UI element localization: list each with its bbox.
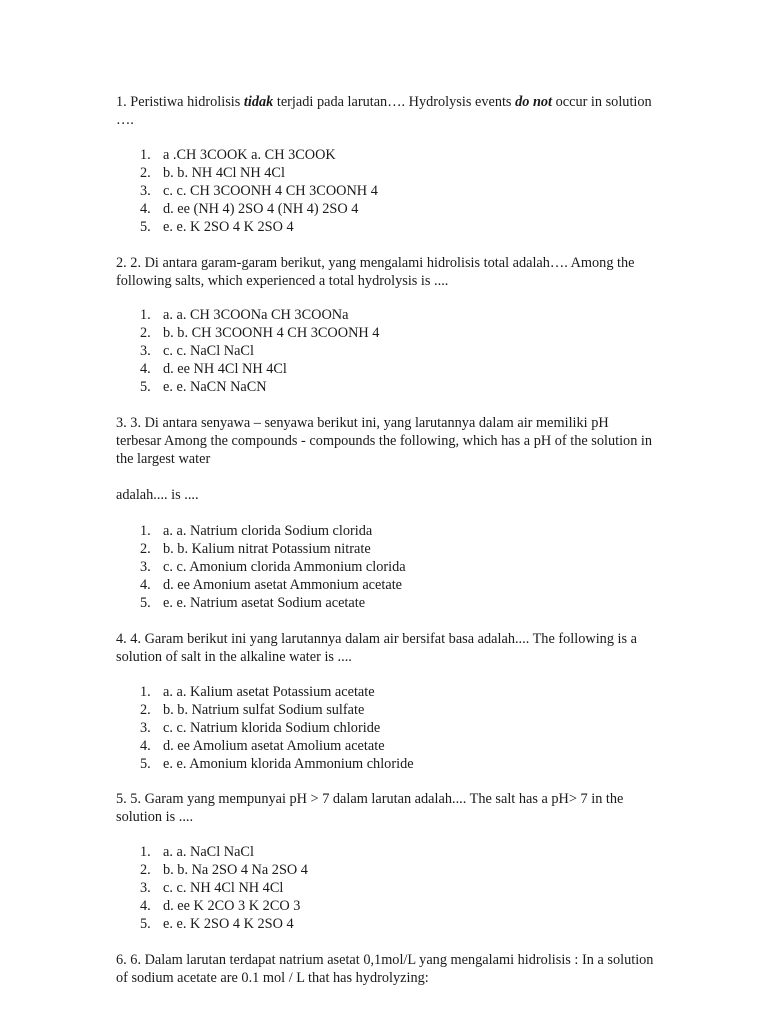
question-2-options bbox=[116, 306, 656, 396]
option: 5. e. e. NaCN NaCN bbox=[140, 379, 267, 395]
question-5-prompt: 5. 5. Garam yang mempunyai pH > 7 dalam larutan adalah.... The salt has a pH> 7 in the solution is .... bbox=[116, 791, 624, 825]
question-4-prompt: 4. 4. Garam berikut ini yang larutannya dalam air bersifat basa adalah.... The following is a solution of salt in the alkaline water is .... bbox=[116, 631, 638, 665]
question-2-prompt: 2. 2. Di antara garam-garam berikut, yang mengalami hidrolisis total adalah…. Among the following salts, which experienced a total hydrolysis is .... bbox=[116, 255, 635, 289]
question-3-options bbox=[116, 522, 656, 612]
option: 2. b. b. CH 3COONH 4 CH 3COONH 4 bbox=[140, 325, 380, 341]
option: 4. d. ee Amolium asetat Amolium acetate bbox=[140, 738, 385, 754]
option: 3. c. c. Natrium klorida Sodium chloride bbox=[140, 720, 381, 736]
option: 4. d. ee K 2CO 3 K 2CO 3 bbox=[140, 898, 301, 914]
option: 4. d. ee Amonium asetat Ammonium acetate bbox=[140, 577, 403, 593]
option: 5. e. e. Natrium asetat Sodium acetate bbox=[140, 595, 366, 611]
question-3-prompt: 3. 3. Di antara senyawa – senyawa berikut ini, yang larutannya dalam air memiliki pH terbesar Among the compounds - compounds the following, which has a pH of the solution in the largest water bbox=[116, 415, 653, 467]
option: 3. c. c. Amonium clorida Ammonium clorida bbox=[140, 559, 406, 575]
option: 4. d. ee NH 4Cl NH 4Cl bbox=[140, 361, 287, 377]
option: 1. a. a. Kalium asetat Potassium acetate bbox=[140, 684, 375, 700]
option: 4. d. ee (NH 4) 2SO 4 (NH 4) 2SO 4 bbox=[140, 201, 359, 217]
option: 5. e. e. K 2SO 4 K 2SO 4 bbox=[140, 916, 294, 932]
option: 3. c. c. NaCl NaCl bbox=[140, 343, 254, 359]
question-6-prompt: 6. 6. Dalam larutan terdapat natrium asetat 0,1mol/L yang mengalami hidrolisis : In a solution of sodium acetate are 0.1 mol / L that has hydrolyzing: bbox=[116, 952, 654, 986]
option: 3. c. c. NH 4Cl NH 4Cl bbox=[140, 880, 284, 896]
option: 5. e. e. Amonium klorida Ammonium chloride bbox=[140, 756, 414, 772]
option: 5. e. e. K 2SO 4 K 2SO 4 bbox=[140, 219, 294, 235]
question-1-prompt: 1. Peristiwa hidrolisis tidak terjadi pada larutan…. Hydrolysis events do not occur in solution …. bbox=[116, 94, 652, 128]
question-4-options bbox=[116, 683, 656, 773]
option: 1. a. a. CH 3COONa CH 3COONa bbox=[140, 307, 349, 323]
option: 2. b. b. Na 2SO 4 Na 2SO 4 bbox=[140, 862, 308, 878]
question-3-continuation: adalah.... is .... bbox=[116, 487, 199, 503]
option: 3. c. c. CH 3COONH 4 CH 3COONH 4 bbox=[140, 183, 378, 199]
option: 2. b. b. NH 4Cl NH 4Cl bbox=[140, 165, 285, 181]
question-1-options bbox=[116, 146, 656, 236]
option: 1. a. a. Natrium clorida Sodium clorida bbox=[140, 523, 373, 539]
option: 1. a .CH 3COOK a. CH 3COOK bbox=[140, 147, 336, 163]
option: 2. b. b. Natrium sulfat Sodium sulfate bbox=[140, 702, 365, 718]
option: 1. a. a. NaCl NaCl bbox=[140, 844, 254, 860]
option: 2. b. b. Kalium nitrat Potassium nitrate bbox=[140, 541, 371, 557]
question-5-options bbox=[116, 843, 656, 933]
